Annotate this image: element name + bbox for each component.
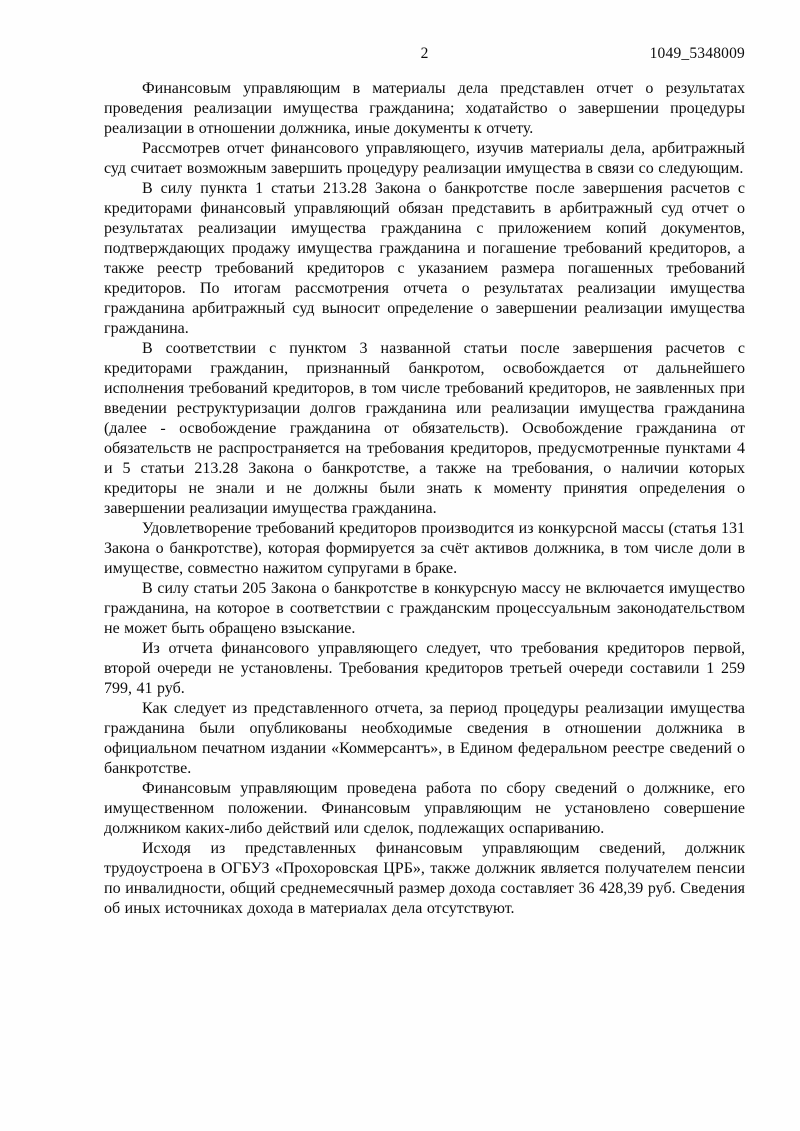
paragraph: В силу статьи 205 Закона о банкротстве в конкурсную массу не включается имущество гражданина, на которое в соответствии с гражданским процессуальным законодательством не может быть обращено взыскание. (104, 580, 745, 637)
paragraph: Из отчета финансового управляющего следует, что требования кредиторов первой, второй очереди не установлены. Требования кредиторов третьей очереди составили 1 259 799, 41 руб. (104, 640, 745, 697)
document-id: 1049_5348009 (649, 45, 745, 62)
page-header (104, 44, 745, 64)
paragraph: В соответствии с пунктом 3 названной статьи после завершения расчетов с кредиторами гражданин, признанный банкротом, освобождается от дальнейшего исполнения требований кредиторов, в том числе требований кредиторов, не заявленных при введении реструктуризации долгов гражданина или реализации имущества гражданина (далее - освобождение гражданина от обязательств). Освобождение гражданина от обязательств не распространяется на требования кредиторов, предусмотренные пунктами 4 и 5 статьи 213.28 Закона о банкротстве, а также на требования, о наличии которых кредиторы не знали и не должны были знать к моменту принятия определения о завершении реализации имущества гражданина. (104, 340, 745, 517)
paragraph: Исходя из представленных финансовым управляющим сведений, должник трудоустроена в ОГБУЗ «Прохоровская ЦРБ», также должник является получателем пенсии по инвалидности, общий среднемесячный размер дохода составляет 36 428,39 руб. Сведения об иных источниках дохода в материалах дела отсутствуют. (104, 840, 745, 917)
paragraph: В силу пункта 1 статьи 213.28 Закона о банкротстве после завершения расчетов с кредиторами финансовый управляющий обязан представить в арбитражный суд отчет о результатах реализации имущества гражданина с приложением копий документов, подтверждающих продажу имущества гражданина и погашение требований кредиторов, а также реестр требований кредиторов с указанием размера погашенных требований кредиторов. По итогам рассмотрения отчета о результатах реализации имущества гражданина арбитражный суд выносит определение о завершении реализации имущества гражданина. (104, 180, 745, 337)
paragraph: Финансовым управляющим проведена работа по сбору сведений о должнике, его имущественном положении. Финансовым управляющим не установлено совершение должником каких-либо действий или сделок, подлежащих оспариванию. (104, 780, 745, 837)
paragraph: Как следует из представленного отчета, за период процедуры реализации имущества гражданина были опубликованы необходимые сведения в отношении должника в официальном печатном издании «Коммерсантъ», в Едином федеральном реестре сведений о банкротстве. (104, 700, 745, 777)
paragraph: Удовлетворение требований кредиторов производится из конкурсной массы (статья 131 Закона о банкротстве), которая формируется за счёт активов должника, в том числе доли в имуществе, совместно нажитом супругами в браке. (104, 520, 745, 577)
document-body (104, 79, 745, 919)
page-number: 2 (420, 45, 429, 62)
paragraph: Рассмотрев отчет финансового управляющего, изучив материалы дела, арбитражный суд считает возможным завершить процедуру реализации имущества в связи со следующим. (104, 140, 745, 177)
paragraph: Финансовым управляющим в материалы дела представлен отчет о результатах проведения реализации имущества гражданина; ходатайство о завершении процедуры реализации в отношении должника, иные документы к отчету. (104, 80, 745, 137)
